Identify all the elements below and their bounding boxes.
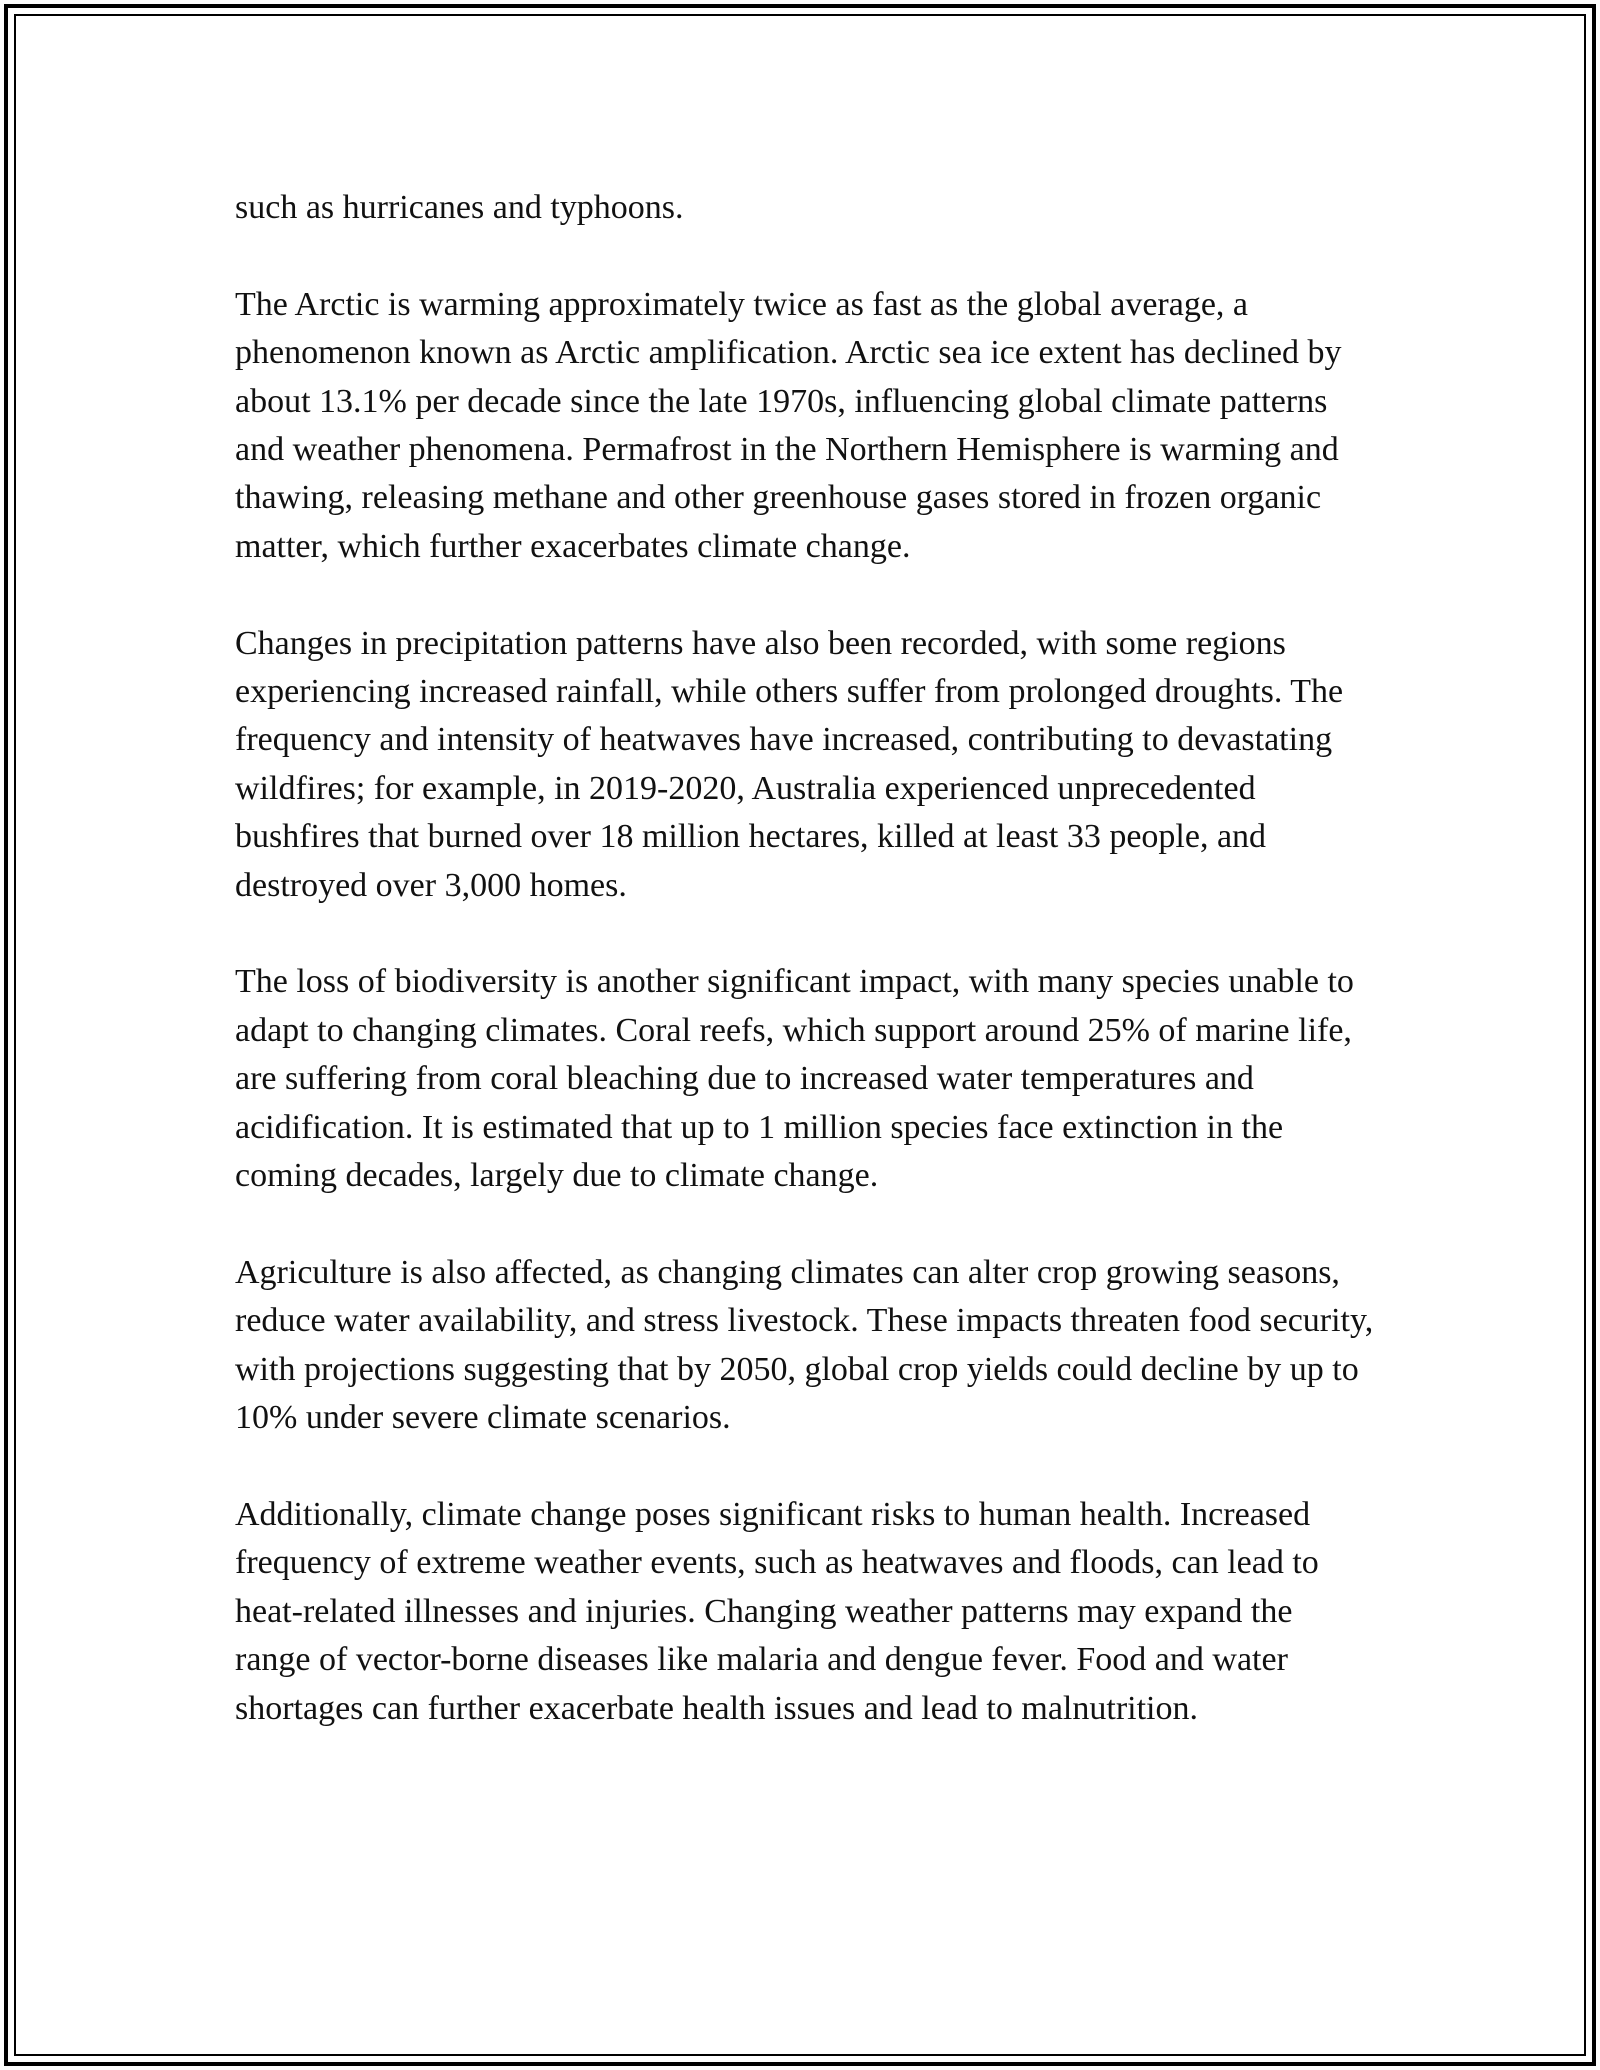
document-body — [235, 184, 1375, 1733]
paragraph-arctic-warming: The Arctic is warming approximately twice as fast as the global average, a phenomenon known as Arctic amplification. Arctic sea ice extent has declined by about 13.1% per decade since the late 1970s, influencing global climate patterns and weather phenomena. Permafrost in the Northern Hemisphere is warming and thawing, releasing methane and other greenhouse gases stored in frozen organic matter, which further exacerbates climate change. — [235, 285, 1342, 565]
paragraph-precipitation-wildfires: Changes in precipitation patterns have also been recorded, with some regions experiencing increased rainfall, while others suffer from prolonged droughts. The frequency and intensity of heatwaves have increased, contributing to devastating wildfires; for example, in 2019-2020, Australia experienced unprecedented bushfires that burned over 18 million hectares, killed at least 33 people, and destroyed over 3,000 homes. — [235, 624, 1344, 904]
paragraph-biodiversity: The loss of biodiversity is another significant impact, with many species unable to adapt to changing climates. Coral reefs, which support around 25% of marine life, are suffering from coral bleaching due to increased water temperatures and acidification. It is estimated that up to 1 million species face extinction in the coming decades, largely due to climate change. — [235, 963, 1354, 1195]
paragraph-continuation: such as hurricanes and typhoons. — [235, 189, 684, 226]
paragraph-agriculture: Agriculture is also affected, as changing climates can alter crop growing seasons, reduce water availability, and stress livestock. These impacts threaten food security, with projections suggesting that by 2050, global crop yields could decline by up to 10% under severe climate scenarios. — [235, 1253, 1374, 1437]
paragraph-human-health: Additionally, climate change poses significant risks to human health. Increased frequency of extreme weather events, such as heatwaves and floods, can lead to heat-related illnesses and injuries. Changing weather patterns may expand the range of vector-borne diseases like malaria and dengue fever. Food and water shortages can further exacerbate health issues and lead to malnutrition. — [235, 1495, 1319, 1727]
